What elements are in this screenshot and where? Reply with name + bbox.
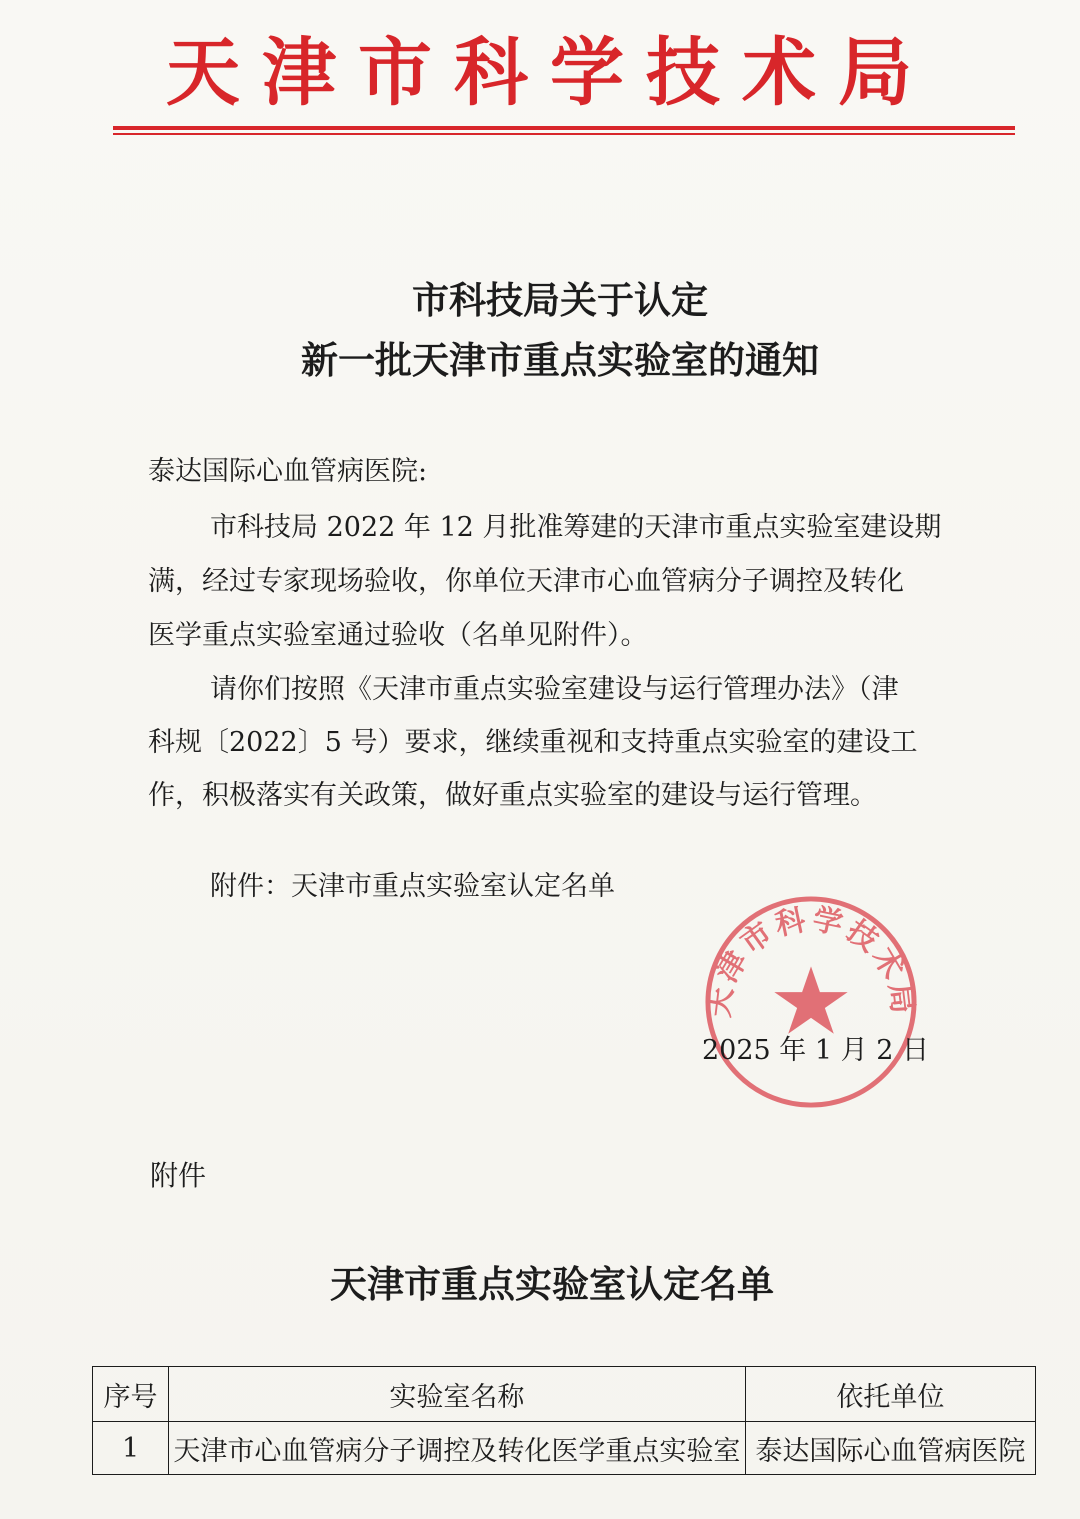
body-line: 满，经过专家现场验收，你单位天津市心血管病分子调控及转化	[148, 566, 904, 597]
table-header-row	[93, 1367, 1036, 1422]
official-seal	[702, 893, 920, 1111]
body-line: 市科技局 2022 年 12 月批准筹建的天津市重点实验室建设期	[210, 512, 942, 543]
header-lab-name: 实验室名称	[169, 1367, 746, 1422]
cell-host-unit: 泰达国际心血管病医院	[745, 1422, 1035, 1475]
body-line: 请你们按照《天津市重点实验室建设与运行管理办法》（津	[210, 674, 899, 705]
agency-header: 天津市科学技术局	[166, 30, 934, 116]
cell-lab-name: 天津市心血管病分子调控及转化医学重点实验室	[169, 1422, 746, 1475]
header-host-unit: 依托单位	[745, 1367, 1035, 1422]
body-line: 作，积极落实有关政策，做好重点实验室的建设与运行管理。	[148, 780, 877, 811]
lab-list-table	[92, 1366, 1036, 1475]
notice-title-line1: 市科技局关于认定	[412, 278, 708, 322]
seal-text-path: 天津市科学技术局	[702, 901, 920, 1020]
red-divider-thin	[113, 133, 1015, 135]
table-row	[93, 1422, 1036, 1475]
cell-seq: 1	[93, 1422, 169, 1475]
salutation: 泰达国际心血管病医院:	[148, 456, 428, 487]
attachment-reference: 附件：天津市重点实验室认定名单	[210, 871, 615, 902]
body-line: 科规〔2022〕5 号）要求，继续重视和支持重点实验室的建设工	[148, 727, 918, 758]
issue-date: 2025 年 1 月 2 日	[702, 1035, 929, 1066]
body-line: 医学重点实验室通过验收（名单见附件）。	[148, 620, 648, 651]
star-icon	[774, 966, 847, 1033]
annex-title: 天津市重点实验室认定名单	[330, 1262, 774, 1306]
annex-label: 附件	[150, 1159, 207, 1192]
red-divider-thick	[113, 126, 1015, 130]
header-seq: 序号	[93, 1367, 169, 1422]
notice-title-line2: 新一批天津市重点实验室的通知	[301, 338, 819, 382]
